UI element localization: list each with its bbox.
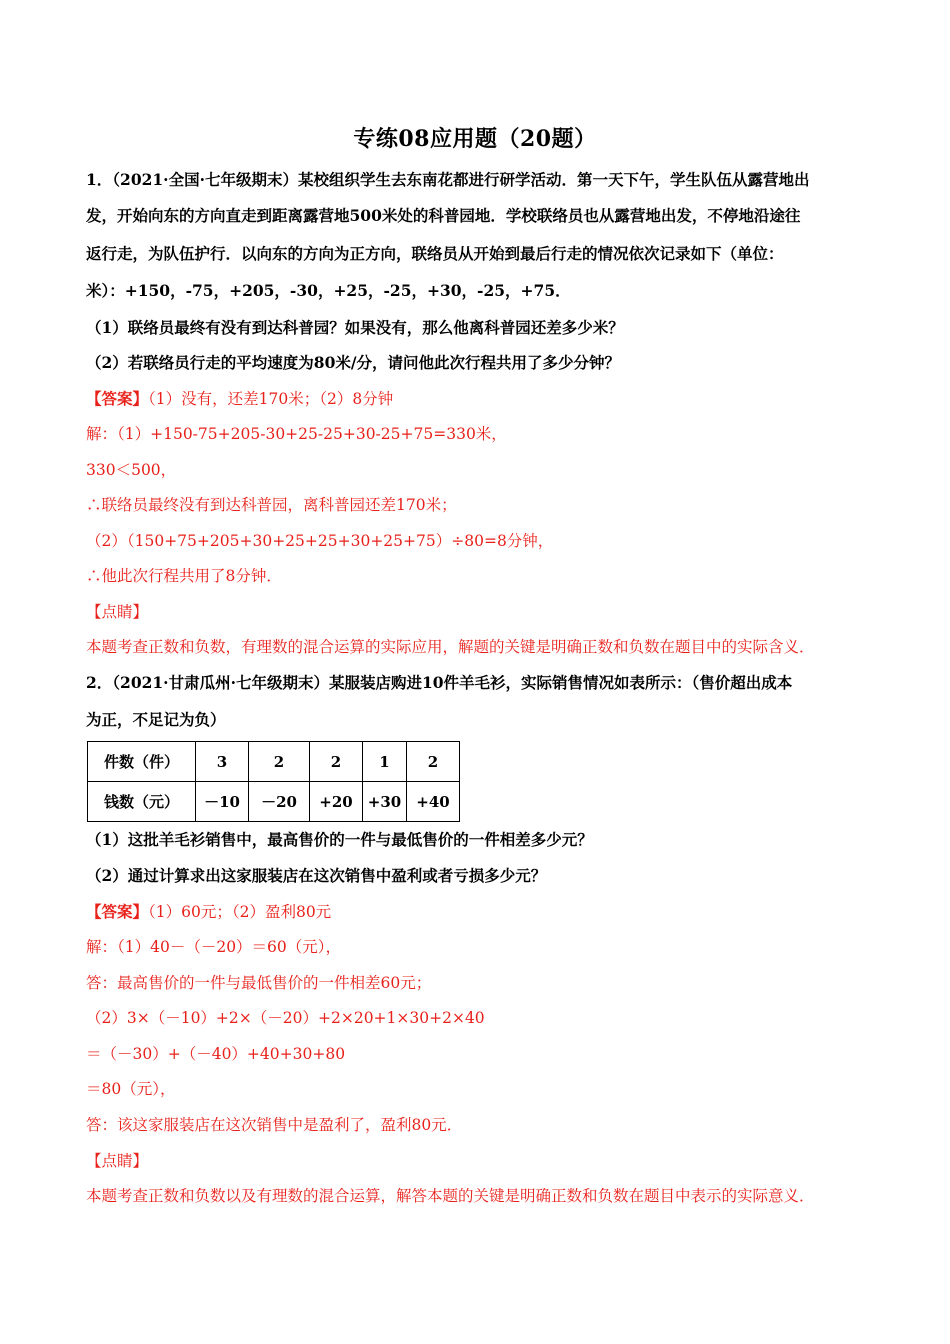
q2-solution-line-4: ＝（－30）+（－40）+40+30+80: [86, 1045, 346, 1063]
q2-comment-tag: 【点睛】: [86, 1152, 149, 1170]
q2-answer: [86, 902, 331, 922]
q1-solution-line-2: 330＜500，: [86, 461, 177, 479]
q2-solution-line-5: ＝80（元），: [86, 1080, 176, 1098]
table-cell: +30: [363, 782, 407, 822]
q1-solution-line-5: ∴他此次行程共用了8分钟．: [86, 567, 282, 585]
table-cell: 2: [310, 742, 363, 782]
q2-sub-question-1: （1）这批羊毛衫销售中，最高售价的一件与最低售价的一件相差多少元？: [86, 830, 593, 849]
table-cell: －10: [196, 782, 249, 822]
page-title: 专练08应用题（20题）: [353, 126, 597, 152]
q1-solution-line-3: ∴联络员最终没有到达科普园，离科普园还差170米；: [86, 496, 457, 514]
q1-sub-question-1: （1）联络员最终有没有到达科普园？如果没有，那么他离科普园还差多少米？: [86, 318, 624, 337]
table-cell: 2: [407, 742, 460, 782]
q2-comment: 本题考查正数和负数以及有理数的混合运算，解答本题的关键是明确正数和负数在题目中表示的实际意义．: [86, 1187, 815, 1205]
q2-sub-question-2: （2）通过计算求出这家服装店在这次销售中盈利或者亏损多少元？: [86, 866, 547, 885]
q1-stem-line-3: 返行走，为队伍护行．以向东的方向为正方向，联络员从开始到最后行走的情况依次记录如下（单位：: [86, 244, 784, 263]
q1-comment: 本题考查正数和负数，有理数的混合运算的实际应用，解题的关键是明确正数和负数在题目中的实际含义．: [86, 638, 815, 656]
q2-stem-line-2: 为正，不足记为负）: [86, 710, 226, 729]
q1-answer: [86, 389, 393, 409]
table-row: [88, 742, 460, 782]
q1-stem-line-4: 米）：+150，-75，+205，-30，+25，-25，+30，-25，+75．: [86, 281, 571, 300]
q1-comment-tag: 【点睛】: [86, 603, 149, 621]
q1-solution-line-4: （2）（150+75+205+30+25+25+30+25+75）÷80=8分钟，: [86, 532, 554, 550]
q2-solution-line-1: 解：（1）40－（－20）＝60（元），: [86, 938, 342, 956]
table-row: [88, 782, 460, 822]
answer-tag: 【答案】: [86, 902, 149, 921]
q1-stem-line-1: 1．（2021·全国·七年级期末）某校组织学生去东南花都进行研学活动．第一天下午，学生队伍从露营地出: [86, 170, 810, 189]
answer-text: （1）没有，还差170米；（2）8分钟: [148, 390, 394, 408]
answer-tag: 【答案】: [86, 389, 149, 408]
table-cell: 3: [196, 742, 249, 782]
answer-text: （1）60元；（2）盈利80元: [148, 903, 332, 921]
table-cell: 2: [249, 742, 310, 782]
q2-solution-line-6: 答：该这家服装店在这次销售中是盈利了，盈利80元．: [86, 1116, 463, 1134]
table-cell: +20: [310, 782, 363, 822]
q2-stem-line-1: 2．（2021·甘肃瓜州·七年级期末）某服装店购进10件羊毛衫，实际销售情况如表所示：（售价超出成本: [86, 673, 793, 692]
sales-table: [87, 741, 460, 822]
table-cell: －20: [249, 782, 310, 822]
table-cell: 1: [363, 742, 407, 782]
table-row-header: 钱数（元）: [88, 782, 196, 822]
q2-solution-line-3: （2）3×（－10）+2×（－20）+2×20+1×30+2×40: [86, 1009, 485, 1027]
table-row-header: 件数（件）: [88, 742, 196, 782]
table-cell: +40: [407, 782, 460, 822]
q1-solution-line-1: 解：（1）+150-75+205-30+25-25+30-25+75=330米，: [86, 425, 507, 443]
q2-solution-line-2: 答：最高售价的一件与最低售价的一件相差60元；: [86, 974, 432, 992]
q1-sub-question-2: （2）若联络员行走的平均速度为80米/分，请问他此次行程共用了多少分钟？: [86, 353, 621, 372]
q1-stem-line-2: 发，开始向东的方向直走到距离露营地500米处的科普园地．学校联络员也从露营地出发，不停地沿途往: [86, 206, 801, 225]
